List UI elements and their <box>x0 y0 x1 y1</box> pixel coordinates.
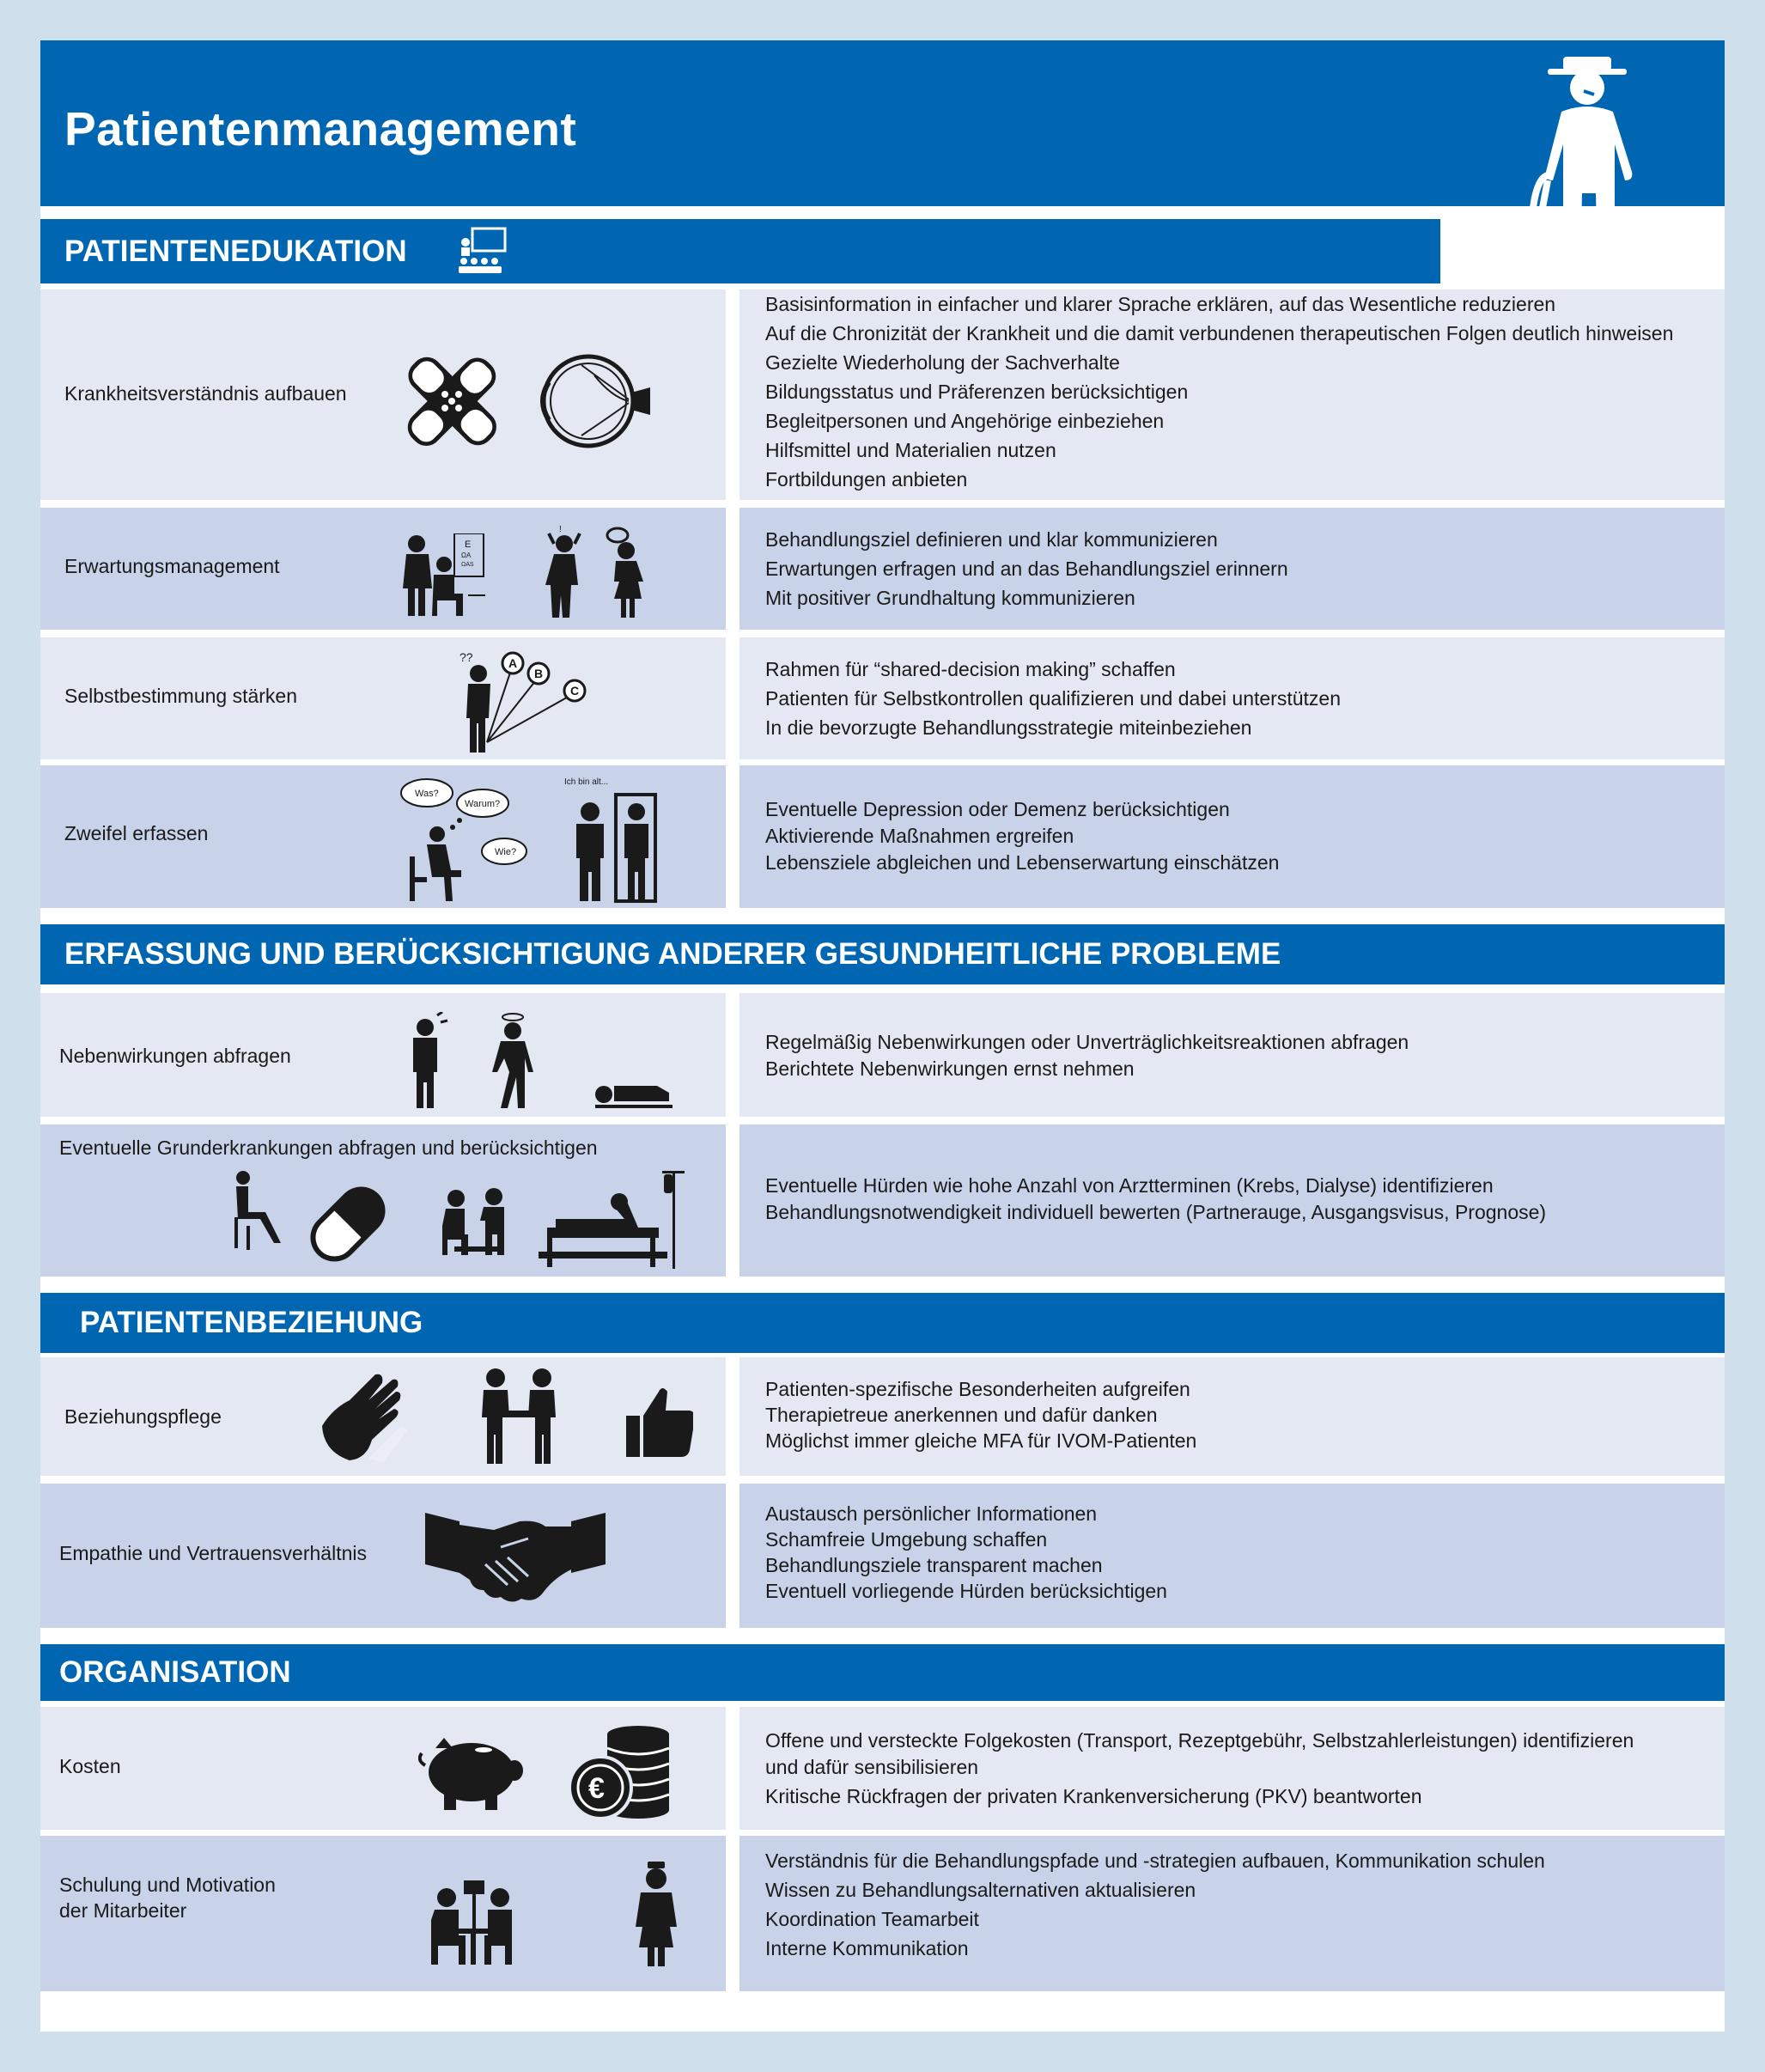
two-people-handshake-icon <box>482 1368 556 1464</box>
pill-icon <box>301 1177 395 1271</box>
icon-text-a: A <box>508 656 518 670</box>
row-krankheitsverstaendnis-bullets <box>739 289 1725 500</box>
section-heading-erfassung <box>40 924 1725 984</box>
staff-icons <box>423 1862 697 1969</box>
relationship-icons <box>315 1366 693 1469</box>
bullet-list <box>765 1846 1545 1963</box>
consultation-icon <box>442 1188 504 1255</box>
row-empathie-bullets <box>739 1484 1725 1628</box>
row-kosten-bullets <box>739 1707 1725 1830</box>
bullet-item: Begleitpersonen und Angehörige einbeziehen <box>765 410 1165 432</box>
euro-coins-icon <box>569 1726 669 1819</box>
title-underline <box>40 206 1440 218</box>
bubble-text-was: Was? <box>415 789 439 799</box>
bullet-item: Verständnis für die Behandlungspfade und -strategien aufbauen, Kommunikation schulen <box>765 1850 1545 1872</box>
bullet-item: Regelmäßig Nebenwirkungen oder Unverträglichkeitsreaktionen abfragen <box>765 1031 1409 1053</box>
section-title: PATIENTENEDUKATION <box>64 234 407 268</box>
row-label: Kosten <box>59 1755 121 1777</box>
bullet-item: Eventuell vorliegende Hürden berücksichtigen <box>765 1580 1167 1602</box>
eye-anatomy-icon <box>530 350 654 453</box>
row-empathie <box>40 1484 726 1628</box>
section-title: ERFASSUNG UND BERÜCKSICHTIGUNG ANDERER GESUNDHEITLICHE PROBLEME <box>64 937 1281 971</box>
row-label: Krankheitsverständnis aufbauen <box>64 382 347 405</box>
bullet-item: Erwartungen erfragen und an das Behandlungsziel erinnern <box>765 558 1288 580</box>
piggy-bank-icon <box>420 1738 523 1810</box>
bullet-list <box>765 1376 1196 1453</box>
bubble-text-wie: Wie? <box>495 847 517 857</box>
column-divider <box>726 283 739 2032</box>
bullet-item: Auf die Chronizität der Krankheit und die damit verbundenen therapeutischen Folgen deutlich hinweisen <box>765 322 1674 344</box>
bullet-item: Aktivierende Maßnahmen ergreifen <box>765 825 1074 847</box>
icon-text-b: B <box>534 667 544 680</box>
bullet-item: Eventuelle Depression oder Demenz berücksichtigen <box>765 798 1230 820</box>
bullet-item: Wissen zu Behandlungsalternativen aktualisieren <box>765 1879 1196 1901</box>
bullet-item: Kritische Rückfragen der privaten Krankenversicherung (PKV) beantworten <box>765 1785 1422 1807</box>
doubting-person-icon <box>393 774 556 903</box>
row-label: Empathie und Vertrauensverhältnis <box>59 1542 367 1564</box>
thumbs-up-icon <box>626 1388 693 1457</box>
row-selbstbestimmung-bullets <box>739 637 1725 759</box>
stressed-couple-icon <box>539 525 659 619</box>
sick-person-icon <box>413 1012 447 1108</box>
svg-text:!: ! <box>559 525 562 534</box>
row-schulung-bullets <box>739 1836 1725 1991</box>
icon-text-ich-bin-alt: Ich bin alt... <box>564 777 609 787</box>
bullet-item: Berichtete Nebenwirkungen ernst nehmen <box>765 1057 1135 1080</box>
bullet-item: Austausch persönlicher Informationen <box>765 1502 1098 1525</box>
bullet-item: Lebensziele abgleichen und Lebenserwartung einschätzen <box>765 851 1280 874</box>
bullet-item: Therapietreue anerkennen und dafür danken <box>765 1404 1158 1426</box>
row-label: Nebenwirkungen abfragen <box>59 1045 291 1067</box>
row-beziehungspflege-bullets <box>739 1357 1725 1476</box>
row-grunderkrankungen <box>40 1124 726 1277</box>
bullet-item: In die bevorzugte Behandlungsstrategie miteinbeziehen <box>765 716 1252 739</box>
row-krankheitsverstaendnis <box>40 289 726 500</box>
bullet-item: Behandlungsziel definieren und klar kommunizieren <box>765 528 1218 551</box>
bullet-item: Offene und versteckte Folgekosten (Transport, Rezeptgebühr, Selbstzahlerleistungen) identifizieren <box>765 1729 1634 1752</box>
grunderkrankungen-icons <box>229 1166 702 1273</box>
bullet-list <box>765 1173 1546 1226</box>
svg-text:ΩA: ΩA <box>461 552 472 559</box>
cost-icons <box>418 1722 693 1821</box>
section-title: ORGANISATION <box>59 1655 291 1689</box>
row-zweifel-bullets <box>739 765 1725 908</box>
section-title: PATIENTENBEZIEHUNG <box>80 1306 423 1339</box>
bullet-item: Bildungsstatus und Präferenzen berücksichtigen <box>765 381 1189 403</box>
bullet-item: Patienten-spezifische Besonderheiten aufgreifen <box>765 1378 1190 1400</box>
bullet-item: Basisinformation in einfacher und klarer Sprache erklären, auf das Wesentliche reduzieren <box>765 293 1556 315</box>
section-heading-patientenedukation <box>40 219 1440 283</box>
bullet-list <box>765 525 1288 612</box>
lying-person-icon <box>595 1086 673 1108</box>
bullet-item: Schamfreie Umgebung schaffen <box>765 1528 1048 1551</box>
row-nebenwirkungen <box>40 993 726 1117</box>
bullet-list <box>765 1029 1409 1082</box>
mirror-person-icon <box>564 774 659 903</box>
icon-text-c: C <box>570 684 580 698</box>
bullet-item: Behandlungsziele transparent machen <box>765 1554 1103 1576</box>
bandage-icon <box>399 348 506 455</box>
side-effects-icons <box>401 1012 693 1111</box>
row-selbstbestimmung <box>40 637 726 759</box>
classroom-icon <box>455 227 508 275</box>
section-heading-patientenbeziehung <box>40 1293 1725 1353</box>
row-label: Erwartungsmanagement <box>64 555 280 577</box>
elderly-man-icon <box>1512 52 1666 275</box>
bullet-item: Hilfsmittel und Materialien nutzen <box>765 439 1056 461</box>
bullet-item: Mit positiver Grundhaltung kommunizieren <box>765 587 1135 609</box>
bullet-item: Rahmen für “shared-decision making” schaffen <box>765 658 1176 680</box>
dizzy-person-icon <box>492 1014 533 1108</box>
bullet-item: Behandlungsnotwendigkeit individuell bewerten (Partnerauge, Ausgangsvisus, Prognose) <box>765 1201 1547 1223</box>
wheelchair-icon <box>234 1171 281 1250</box>
bullet-item: Interne Kommunikation <box>765 1937 969 1959</box>
bullet-list <box>765 796 1279 876</box>
svg-text:ΩAS: ΩAS <box>461 562 474 568</box>
bullet-item: Koordination Teamarbeit <box>765 1908 979 1930</box>
bullet-item: und dafür sensibilisieren <box>765 1756 979 1778</box>
bullet-item: Fortbildungen anbieten <box>765 468 968 491</box>
section-heading-organisation <box>40 1644 1725 1701</box>
training-meeting-icon <box>431 1880 512 1965</box>
handshake-icon <box>425 1513 606 1607</box>
row-label: Eventuelle Grunderkrankungen abfragen und berücksichtigen <box>59 1137 598 1159</box>
row-label: Beziehungspflege <box>64 1405 222 1428</box>
row-erwartungsmanagement-bullets <box>739 508 1725 630</box>
row-beziehungspflege <box>40 1357 726 1476</box>
bullet-list <box>765 1728 1634 1810</box>
bubble-text-warum: Warum? <box>465 799 501 809</box>
bullet-item: Eventuelle Hürden wie hohe Anzahl von Arztterminen (Krebs, Dialyse) identifizieren <box>765 1174 1494 1197</box>
clapping-hands-icon <box>322 1374 408 1462</box>
row-label: Selbstbestimmung stärken <box>64 685 298 707</box>
row-kosten <box>40 1707 726 1830</box>
svg-text:??: ?? <box>460 650 473 664</box>
bullet-list <box>765 1501 1167 1604</box>
row-label: Zweifel erfassen <box>64 822 209 844</box>
eye-exam-icon <box>399 533 528 619</box>
bullet-item: Patienten für Selbstkontrollen qualifizieren und dabei unterstützen <box>765 687 1341 710</box>
row-erwartungsmanagement <box>40 508 726 630</box>
nurse-icon <box>636 1862 677 1966</box>
bullet-item: Möglichst immer gleiche MFA für IVOM-Patienten <box>765 1429 1197 1452</box>
decision-abc-icon <box>453 648 616 755</box>
bullet-list <box>765 655 1341 742</box>
row-nebenwirkungen-bullets <box>739 993 1725 1117</box>
bullet-item: Gezielte Wiederholung der Sachverhalte <box>765 351 1120 374</box>
page-title: Patientenmanagement <box>64 102 577 155</box>
bullet-list <box>765 289 1673 494</box>
svg-text:E: E <box>465 539 472 550</box>
row-grunderkrankungen-bullets <box>739 1124 1725 1277</box>
svg-text:€: € <box>588 1772 605 1805</box>
row-zweifel <box>40 765 726 908</box>
row-schulung <box>40 1836 726 1991</box>
row-label: Schulung und Motivation der Mitarbeiter <box>59 1874 276 1922</box>
hospital-bed-icon <box>539 1171 685 1269</box>
